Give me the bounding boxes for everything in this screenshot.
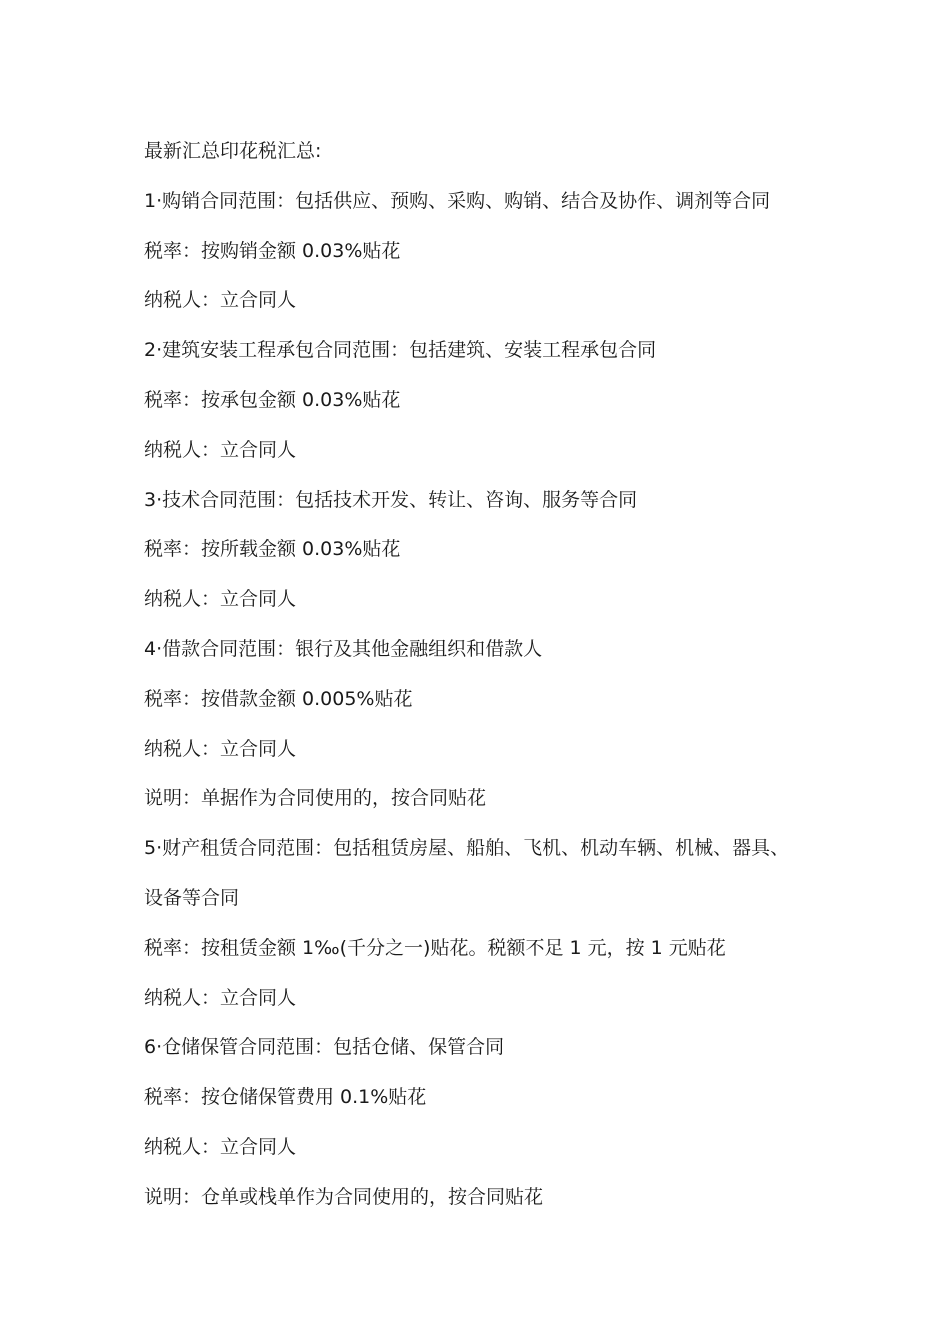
text-line: 税率：按购销金额 0.03%贴花 xyxy=(144,239,401,262)
text-line: 税率：按承包金额 0.03%贴花 xyxy=(144,388,401,411)
document-body xyxy=(144,136,844,1232)
text-line: 2·建筑安装工程承包合同范围：包括建筑、安装工程承包合同 xyxy=(144,339,657,362)
text-line: 税率：按借款金额 0.005%贴花 xyxy=(144,687,413,710)
text-line: 说明：仓单或栈单作为合同使用的，按合同贴花 xyxy=(144,1185,544,1208)
text-line: 纳税人：立合同人 xyxy=(144,289,297,312)
text-line: 5·财产租赁合同范围：包括租赁房屋、船舶、飞机、机动车辆、机械、器具、 xyxy=(144,837,790,860)
text-line: 税率：按所载金额 0.03%贴花 xyxy=(144,538,401,561)
text-line: 纳税人：立合同人 xyxy=(144,986,297,1009)
text-line: 纳税人：立合同人 xyxy=(144,588,297,611)
text-line: 6·仓储保管合同范围：包括仓储、保管合同 xyxy=(144,1036,505,1059)
text-line: 纳税人：立合同人 xyxy=(144,438,297,461)
text-line: 纳税人：立合同人 xyxy=(144,737,297,760)
text-line: 税率：按仓储保管费用 0.1%贴花 xyxy=(144,1086,427,1109)
document-title: 最新汇总印花税汇总: xyxy=(144,140,322,162)
text-line: 3·技术合同范围：包括技术开发、转让、咨询、服务等合同 xyxy=(144,488,638,511)
text-line: 说明：单据作为合同使用的，按合同贴花 xyxy=(144,787,487,810)
text-line: 税率：按租赁金额 1‰(千分之一)贴花。税额不足 1 元，按 1 元贴花 xyxy=(144,936,726,959)
text-line: 设备等合同 xyxy=(144,886,240,909)
text-line: 1·购销合同范围：包括供应、预购、采购、购销、结合及协作、调剂等合同 xyxy=(144,189,771,212)
text-line: 4·借款合同范围：银行及其他金融组织和借款人 xyxy=(144,637,543,660)
text-line: 纳税人：立合同人 xyxy=(144,1135,297,1158)
